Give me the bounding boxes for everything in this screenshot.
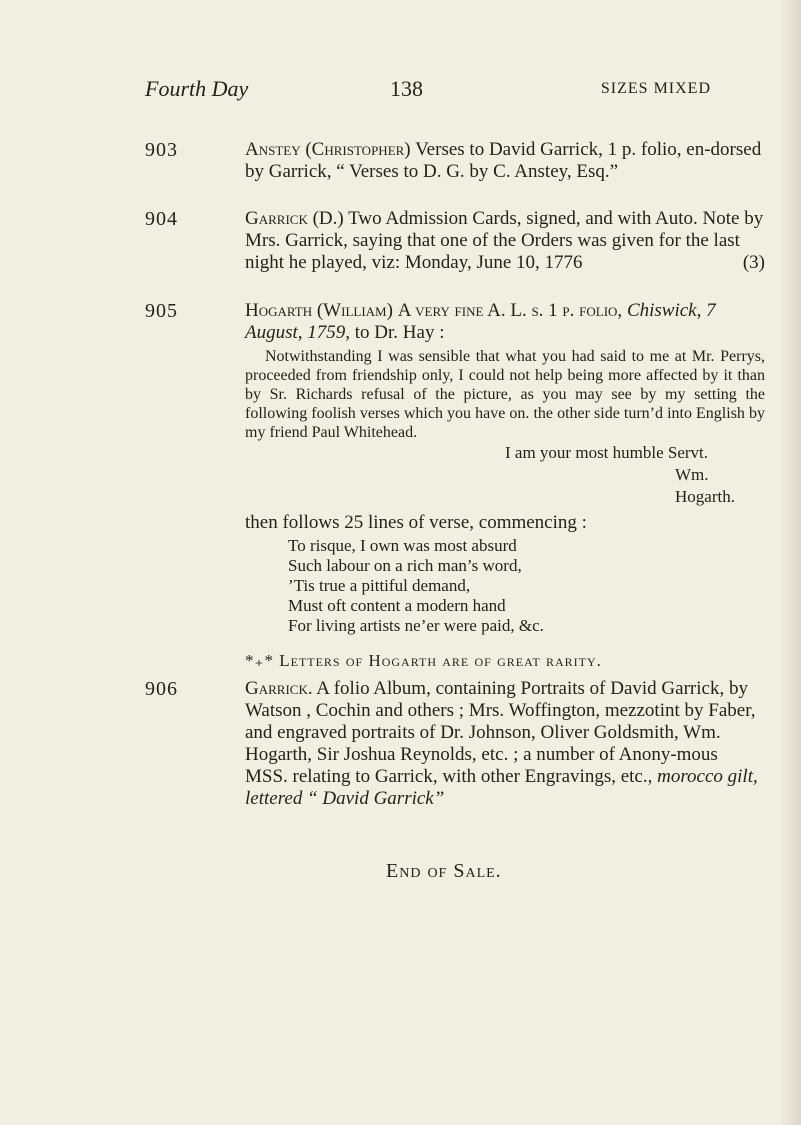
lot-author: Hogarth [245,300,313,321]
day-heading: Fourth Day [145,76,249,101]
lot-author-forename: (Christopher) [305,139,411,160]
lot-description [245,139,765,183]
lot-text: A folio Album, containing Portraits of David Garrick, by Watson , Cochin and others ; Mrs. Woffington, mezzotint by Faber, and engraved portraits of Dr. Johnson, Oliver Goldsmith, Wm. Hogarth, Sir Joshua Reynolds, etc. ; a number of Anony-mous MSS. relating to Garrick, with other Engravings, etc., [245,678,756,787]
verse-intro: then follows 25 lines of verse, commencing : [245,512,587,533]
lot-intro: A very fine A. L. s. 1 p. folio, [397,300,623,321]
lot-author: Anstey [245,139,301,160]
page-number: 138 [390,76,423,101]
verse-line: Such labour on a rich man’s word, [288,556,522,575]
letter-closing: I am your most humble Servt. [505,443,709,462]
lot-number: 903 [145,139,178,161]
page-header [145,76,711,106]
verse-line: Must oft content a modern hand [288,596,506,615]
lot-author: Garrick. [245,678,313,699]
letter-signature: Wm. Hogarth. [675,465,735,506]
page-edge-shadow [779,0,801,1125]
lot-text: (D.) Two Admission Cards, signed, and with Auto. Note by Mrs. Garrick, saying that one of the Orders was given for the last night he played, viz: Monday, June 10, 1776 [245,208,764,273]
verse-block [245,536,765,636]
verse-line: ’Tis true a pittiful demand, [288,576,471,595]
letter-text: Notwithstanding I was sensible that what you had said to me at Mr. Perrys, proceeded from friendship only, I could not help being more affected by it than by Sr. Richards refusal of the picture, as you may see by my setting the following foolish verses which you have on. the other side turn’d into English by my friend Paul Whitehead. [245,348,765,441]
verse-line: For living artists ne’er were paid, &c. [288,616,544,635]
lot-number: 904 [145,208,178,230]
end-of-sale: End of Sale. [386,860,502,882]
lot-place: Chiswick, [626,300,702,321]
lot-recipient: to Dr. Hay : [354,322,445,343]
lot-description [245,208,765,274]
rarity-note: *₊* Letters of Hogarth are of great rarity. [245,651,602,670]
lot-author-forename: (William) [316,300,393,321]
lot-date: 7 August, 1759, [245,300,716,343]
lot-number: 906 [145,678,178,700]
lot-description [245,300,765,672]
lot-author: Garrick [245,208,308,229]
lot-number: 905 [145,300,178,322]
lot-description [245,678,765,810]
lot-text: Verses to David Garrick, 1 p. folio, en-dorsed by Garrick, “ Verses to D. G. by C. Anstey, Esq.” [245,139,762,182]
section-heading: SIZES MIXED [600,80,711,97]
lot-binding: morocco gilt, lettered “ David Garrick” [245,766,758,809]
lot-quantity: (3) [742,252,765,273]
verse-line: To risque, I own was most absurd [288,536,517,555]
